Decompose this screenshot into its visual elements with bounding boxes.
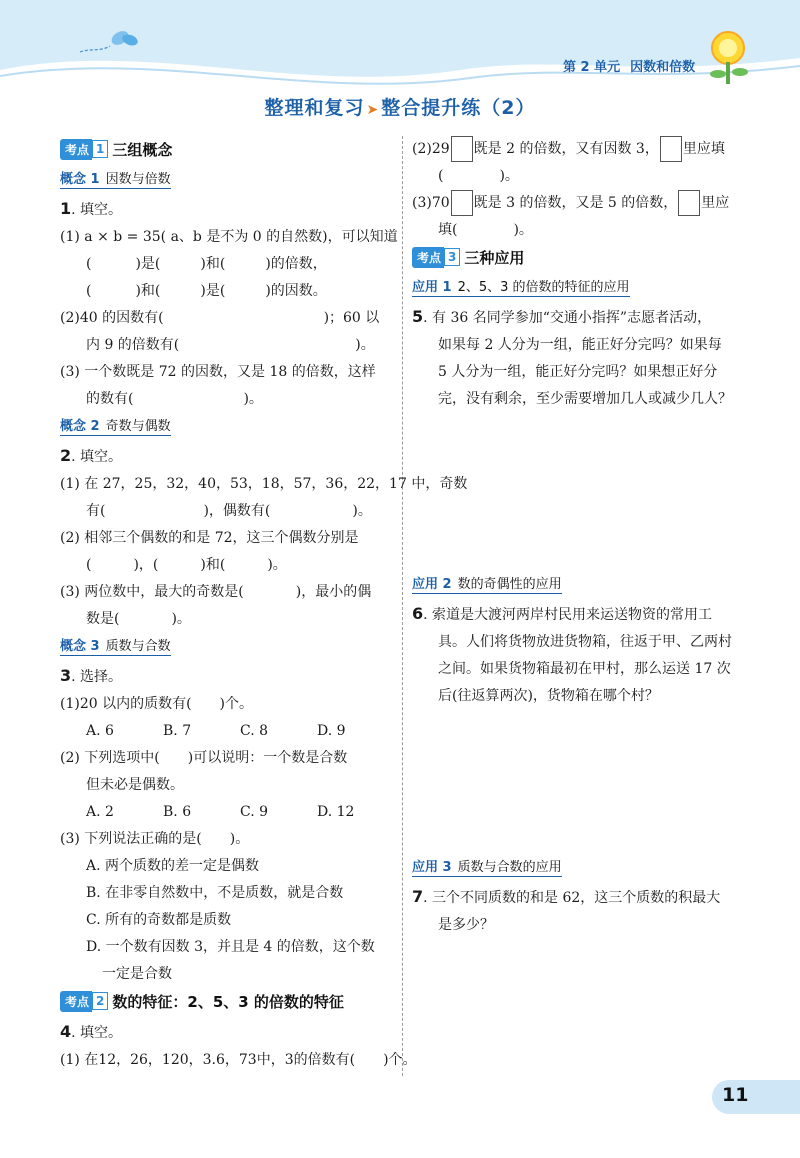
right-column [412, 136, 748, 939]
q1-part1-line3: ( )和( )是( )的因数。 [86, 283, 327, 299]
concept-3-heading: 概念 3 质数与合数 [60, 635, 171, 656]
q4-part3-line1: (3)70 既是 3 的倍数，又是 5 的倍数， 里应 [412, 190, 748, 217]
butterfly-icon [80, 28, 139, 52]
option-a[interactable]: A. 6 [86, 723, 114, 739]
q3-part2-options [60, 799, 394, 826]
q1-part3-line2: 的数有( )。 [86, 391, 263, 407]
digit-box[interactable] [660, 136, 682, 162]
question-6-line4: 后(往返算两次)，货物箱在哪个村？ [438, 688, 659, 704]
option-d[interactable]: D. 9 [317, 723, 346, 739]
q1-part2-line1: (2)40 的因数有( )；60 以 [60, 310, 380, 326]
q2-part2-line1: (2) 相邻三个偶数的和是 72，这三个偶数分别是 [60, 530, 359, 546]
q3-part3-option-b[interactable]: B. 在非零自然数中，不是质数，就是合数 [86, 885, 344, 901]
q2-part1-line2: 有( )，偶数有( )。 [86, 503, 372, 519]
kaodian-1-heading: 考点 1 三组概念 [60, 138, 394, 160]
question-6-line3: 之间。如果货物箱最初在甲村，那么运送 17 次 [438, 661, 731, 677]
question-5-line4: 完，没有剩余，至少需要增加几人或减少几人？ [438, 391, 732, 407]
q3-part3-option-a[interactable]: A. 两个质数的差一定是偶数 [86, 858, 260, 874]
answer-space[interactable] [412, 710, 748, 854]
kaodian-2-heading: 考点 2 数的特征：2、5、3 的倍数的特征 [60, 990, 394, 1012]
question-6-line1: 6. 索道是大渡河两岸村民用来运送物资的常用工 [412, 604, 713, 623]
q3-part3-option-d[interactable]: D. 一个数有因数 3，并且是 4 的倍数，这个数 [86, 939, 375, 955]
q4-part2-line2: ( )。 [438, 168, 519, 184]
double-arrow-icon: ➤ [366, 102, 380, 118]
option-c[interactable]: C. 8 [240, 723, 269, 739]
q3-part1: (1)20 以内的质数有( )个。 [60, 696, 254, 712]
option-d[interactable]: D. 12 [317, 804, 355, 820]
q3-part2-line1: (2) 下列选项中( )可以说明：一个数是合数 [60, 750, 348, 766]
page-title: 整理和复习 ➤ 整合提升练（2） [264, 97, 536, 119]
question-1: 1. 填空。 [60, 199, 123, 218]
page-number: 11 [722, 1084, 749, 1106]
q3-part3-option-d-cont: 一定是合数 [102, 966, 172, 982]
question-4: 4. 填空。 [60, 1022, 123, 1041]
page-header [0, 0, 800, 92]
question-5-line1: 5. 有 36 名同学参加“交通小指挥”志愿者活动， [412, 307, 712, 326]
question-2: 2. 填空。 [60, 446, 123, 465]
q3-part3: (3) 下列说法正确的是( )。 [60, 831, 250, 847]
concept-2-heading: 概念 2 奇数与偶数 [60, 415, 171, 436]
q2-part1-line1: (1) 在 27，25，32，40，53，18，57，36，22，17 中，奇数 [60, 476, 468, 492]
question-5-line2: 如果每 2 人分为一组，能正好分完吗？如果每 [438, 337, 722, 353]
q2-part3-line2: 数是( )。 [86, 611, 191, 627]
digit-box[interactable] [678, 190, 700, 216]
application-3-heading: 应用 3 质数与合数的应用 [412, 856, 562, 877]
application-1-heading: 应用 1 2、5、3 的倍数的特征的应用 [412, 276, 630, 297]
question-7-line2: 是多少？ [438, 917, 494, 933]
q3-part3-option-c[interactable]: C. 所有的奇数都是质数 [86, 912, 232, 928]
option-b[interactable]: B. 6 [163, 804, 192, 820]
q1-part1-line1: (1) a × b = 35( a、b 是不为 0 的自然数)，可以知道 [60, 229, 398, 245]
question-5-line3: 5 人分为一组，能正好分完吗？如果想正好分 [438, 364, 718, 380]
digit-box[interactable] [451, 190, 473, 216]
q3-part1-options [60, 718, 394, 745]
application-2-heading: 应用 2 数的奇偶性的应用 [412, 573, 562, 594]
q2-part3-line1: (3) 两位数中，最大的奇数是( )，最小的偶 [60, 584, 372, 600]
question-7-line1: 7. 三个不同质数的和是 62，这三个质数的积最大 [412, 887, 721, 906]
q2-part2-line2: ( )，( )和( )。 [86, 557, 287, 573]
q4-part2-line1: (2)29 既是 2 的倍数，又有因数 3， 里应填 [412, 136, 748, 163]
answer-space[interactable] [412, 413, 748, 571]
option-c[interactable]: C. 9 [240, 804, 269, 820]
digit-box[interactable] [451, 136, 473, 162]
concept-1-heading: 概念 1 因数与倍数 [60, 168, 171, 189]
q1-part2-line2: 内 9 的倍数有( )。 [86, 337, 375, 353]
header-wave-decoration [0, 0, 800, 92]
unit-label: 第 2 单元 因数和倍数 [563, 60, 696, 75]
q4-part1: (1) 在12，26，120，3.6，73中，3的倍数有( )个。 [60, 1052, 417, 1068]
kaodian-3-heading: 考点 3 三种应用 [412, 246, 748, 268]
q1-part1-line2: ( )是( )和( )的倍数， [86, 256, 327, 272]
question-6-line2: 具。人们将货物放进货物箱，往返于甲、乙两村 [438, 634, 732, 650]
column-divider [402, 136, 403, 1076]
q1-part3-line1: (3) 一个数既是 72 的因数，又是 18 的倍数，这样 [60, 364, 376, 380]
question-3: 3. 选择。 [60, 666, 123, 685]
option-a[interactable]: A. 2 [86, 804, 114, 820]
q3-part2-line2: 但未必是偶数。 [86, 777, 184, 793]
q4-part3-line2: 填( )。 [438, 222, 533, 238]
option-b[interactable]: B. 7 [163, 723, 192, 739]
